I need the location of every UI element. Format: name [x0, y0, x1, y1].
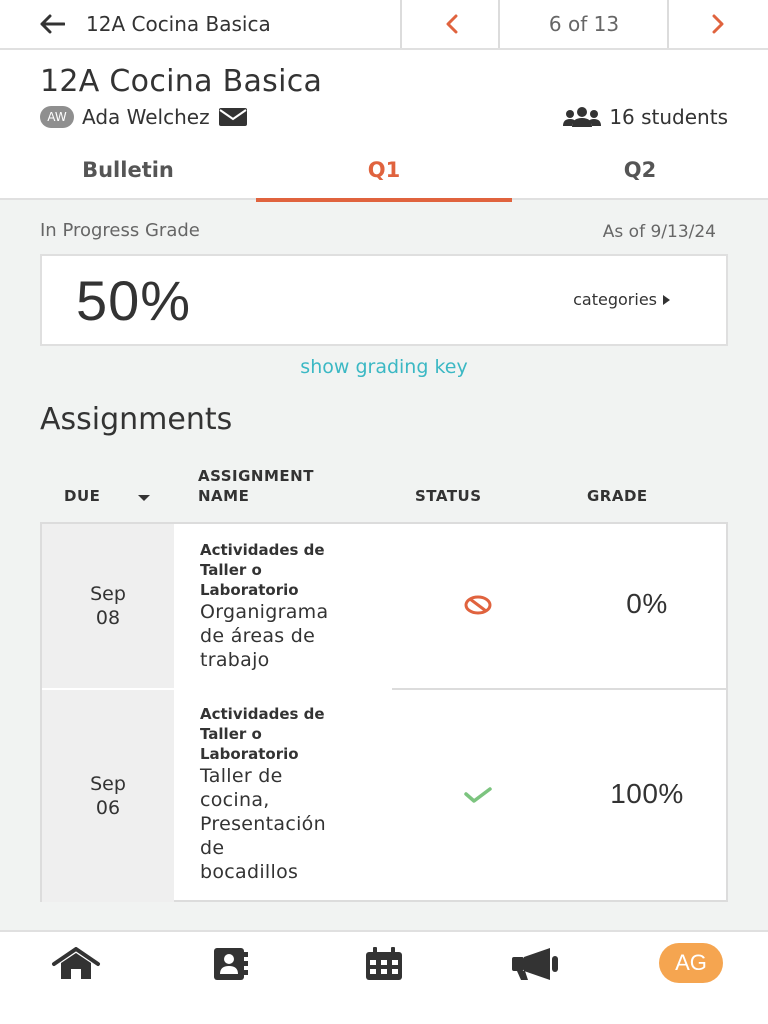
grade-percent: 50% — [76, 269, 192, 332]
back-button[interactable] — [36, 10, 68, 38]
not-submitted-icon — [463, 594, 493, 616]
assignment-grade: 100% — [610, 778, 684, 809]
teacher-avatar: AW — [40, 106, 74, 128]
assignments-title: Assignments — [40, 402, 233, 437]
due-date — [42, 690, 174, 902]
due-date — [42, 524, 174, 688]
assignment-name-line: bocadillos — [200, 861, 299, 883]
nav-calendar[interactable] — [358, 946, 410, 982]
top-bar — [0, 0, 768, 50]
status-cell — [452, 780, 504, 810]
assignment-category-line: Actividades de — [200, 541, 325, 559]
assignment-name-line: de áreas de — [200, 625, 316, 647]
calendar-icon — [364, 947, 404, 981]
show-grading-key-link[interactable]: show grading key — [300, 356, 468, 378]
check-icon — [463, 785, 493, 805]
teacher-name: Ada Welchez — [82, 105, 210, 129]
name-column-header — [198, 466, 314, 506]
grade-column-header: GRADE — [587, 487, 648, 505]
next-class-button[interactable] — [686, 0, 750, 48]
bottom-nav — [0, 930, 768, 1024]
table-row[interactable] — [42, 524, 726, 688]
assignment-name-line: de — [200, 837, 225, 859]
nav-home[interactable] — [50, 946, 102, 982]
due-day: 08 — [95, 607, 121, 629]
caret-right-icon — [663, 295, 670, 305]
assignments-table — [40, 522, 728, 902]
due-month: Sep — [90, 583, 126, 605]
contacts-icon — [210, 947, 250, 981]
assignment-category-line: Taller o — [200, 561, 262, 579]
grade-label: In Progress Grade — [40, 220, 200, 241]
previous-class-button[interactable] — [420, 0, 484, 48]
grade-card — [40, 254, 728, 346]
divider — [667, 0, 669, 48]
assignment-name-line: trabajo — [200, 649, 270, 671]
home-icon — [51, 947, 101, 981]
assignment-name-line: Presentación — [200, 813, 326, 835]
megaphone-icon — [510, 947, 562, 981]
due-column-header[interactable]: DUE — [64, 487, 101, 505]
users-icon — [563, 107, 601, 127]
categories-label: categories — [573, 290, 657, 309]
class-pager: 6 of 13 — [548, 12, 620, 36]
due-month: Sep — [90, 773, 126, 795]
class-header — [0, 50, 768, 200]
name-header-line: ASSIGNMENT — [198, 467, 314, 485]
status-column-header: STATUS — [415, 487, 482, 505]
teacher-row — [40, 104, 248, 130]
topbar-title: 12A Cocina Basica — [86, 12, 271, 36]
assignment-grade: 0% — [626, 588, 668, 619]
status-cell — [452, 590, 504, 620]
assignment-name-cell — [200, 540, 400, 672]
chevron-left-icon — [444, 14, 460, 34]
assignment-category-line: Actividades de — [200, 705, 325, 723]
assignment-name-line: Organigrama — [200, 601, 329, 623]
mail-icon[interactable] — [218, 106, 248, 128]
students-label: 16 students — [609, 105, 728, 129]
sort-caret-icon[interactable] — [138, 495, 150, 501]
assignment-category-line: Taller o — [200, 725, 262, 743]
tab-q2[interactable]: Q2 — [623, 158, 657, 182]
divider — [400, 0, 402, 48]
tab-q1[interactable]: Q1 — [256, 148, 512, 200]
students-count[interactable] — [563, 104, 728, 130]
assignment-name-line: cocina, — [200, 789, 270, 811]
assignment-name-cell — [200, 704, 400, 884]
grade-as-of: As of 9/13/24 — [602, 222, 716, 242]
assignment-category-line: Laboratorio — [200, 581, 299, 599]
name-header-line: NAME — [198, 487, 250, 505]
chevron-right-icon — [710, 14, 726, 34]
categories-link[interactable] — [573, 290, 670, 309]
nav-announcements[interactable] — [510, 946, 562, 982]
table-row[interactable] — [42, 690, 726, 902]
term-tabs — [0, 148, 768, 200]
nav-contacts[interactable] — [204, 946, 256, 982]
tab-bulletin[interactable]: Bulletin — [82, 158, 174, 182]
assignment-category-line: Laboratorio — [200, 745, 299, 763]
assignment-name-line: Taller de — [200, 765, 283, 787]
back-arrow-icon — [39, 14, 65, 34]
user-avatar[interactable]: AG — [659, 943, 723, 983]
class-title: 12A Cocina Basica — [40, 64, 323, 99]
due-day: 06 — [95, 797, 121, 819]
